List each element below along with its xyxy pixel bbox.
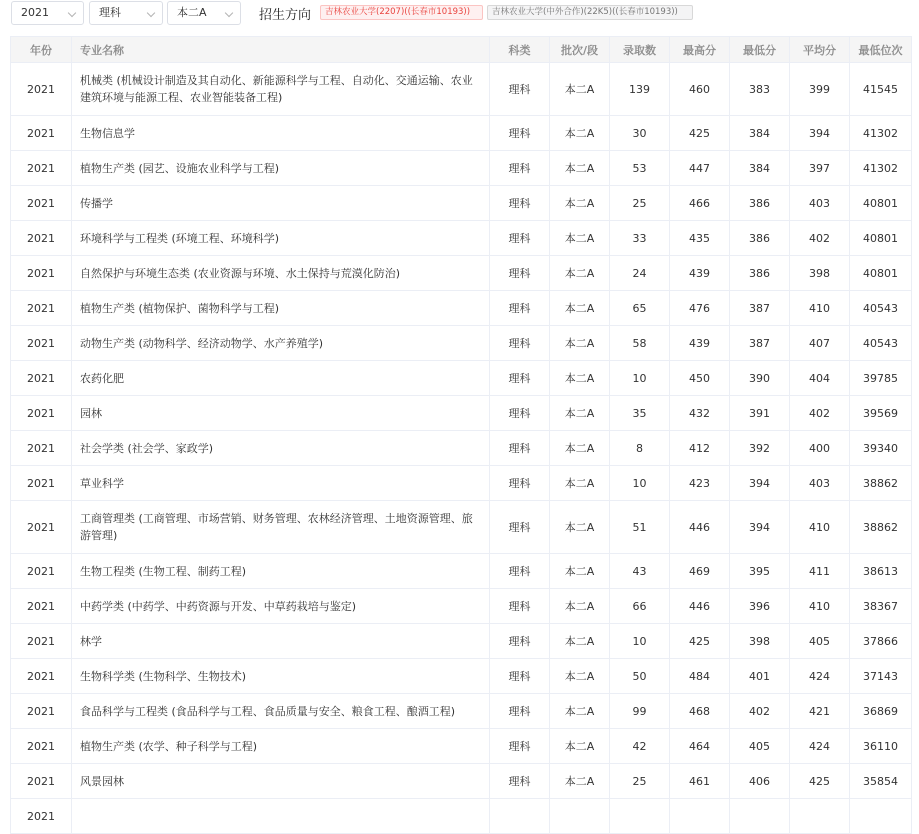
- table-row: [11, 729, 912, 764]
- cell-max-score: 466: [670, 186, 730, 221]
- cell-avg-score: 403: [790, 466, 850, 501]
- filter-bar: [0, 0, 919, 36]
- cell-major: 自然保护与环境生态类 (农业资源与环境、水土保持与荒漠化防治): [72, 256, 490, 291]
- cell-avg-score: 424: [790, 659, 850, 694]
- cell-admitted: 10: [610, 466, 670, 501]
- cell-year: 2021: [11, 764, 72, 799]
- subject-select-value: 理科: [99, 6, 121, 19]
- cell-admitted: 10: [610, 361, 670, 396]
- cell-major: 食品科学与工程类 (食品科学与工程、食品质量与安全、粮食工程、酿酒工程): [72, 694, 490, 729]
- cell-subject: 理科: [490, 694, 550, 729]
- cell-admitted: 42: [610, 729, 670, 764]
- table-header-row: [11, 37, 912, 63]
- cell-batch: 本二A: [550, 396, 610, 431]
- cell-batch: 本二A: [550, 729, 610, 764]
- cell-max-score: 447: [670, 151, 730, 186]
- cell-min-score: 391: [730, 396, 790, 431]
- table-row: [11, 186, 912, 221]
- admission-table: [10, 36, 912, 834]
- header-min-score: 最低分: [730, 37, 790, 63]
- direction-tag-joint[interactable]: 吉林农业大学(中外合作)(22K5)((长春市10193)): [487, 5, 693, 20]
- cell-year: 2021: [11, 396, 72, 431]
- cell-batch: [550, 799, 610, 834]
- cell-admitted: 25: [610, 186, 670, 221]
- cell-min-score: 402: [730, 694, 790, 729]
- cell-min-score: 398: [730, 624, 790, 659]
- cell-avg-score: 403: [790, 186, 850, 221]
- cell-max-score: 412: [670, 431, 730, 466]
- cell-batch: 本二A: [550, 589, 610, 624]
- cell-min-rank: 38367: [850, 589, 912, 624]
- cell-min-rank: 37866: [850, 624, 912, 659]
- table-body: [11, 63, 912, 834]
- cell-max-score: 469: [670, 554, 730, 589]
- cell-subject: 理科: [490, 186, 550, 221]
- cell-admitted: 53: [610, 151, 670, 186]
- cell-avg-score: 424: [790, 729, 850, 764]
- cell-admitted: 66: [610, 589, 670, 624]
- cell-admitted: 65: [610, 291, 670, 326]
- cell-subject: 理科: [490, 291, 550, 326]
- cell-admitted: 35: [610, 396, 670, 431]
- cell-min-rank: 36869: [850, 694, 912, 729]
- cell-year: 2021: [11, 729, 72, 764]
- cell-min-rank: 36110: [850, 729, 912, 764]
- cell-year: 2021: [11, 63, 72, 116]
- table-row: [11, 396, 912, 431]
- cell-avg-score: 410: [790, 291, 850, 326]
- cell-min-score: 386: [730, 186, 790, 221]
- cell-year: 2021: [11, 554, 72, 589]
- table-row: [11, 659, 912, 694]
- cell-avg-score: [790, 799, 850, 834]
- cell-min-score: 384: [730, 116, 790, 151]
- cell-subject: 理科: [490, 501, 550, 554]
- cell-min-rank: 37143: [850, 659, 912, 694]
- header-max-score: 最高分: [670, 37, 730, 63]
- cell-max-score: 439: [670, 326, 730, 361]
- cell-max-score: 432: [670, 396, 730, 431]
- cell-major: 社会学类 (社会学、家政学): [72, 431, 490, 466]
- cell-year: 2021: [11, 221, 72, 256]
- table-row: [11, 554, 912, 589]
- cell-major: 农药化肥: [72, 361, 490, 396]
- cell-max-score: 464: [670, 729, 730, 764]
- table-row: [11, 291, 912, 326]
- cell-major: 园林: [72, 396, 490, 431]
- cell-major: 植物生产类 (农学、种子科学与工程): [72, 729, 490, 764]
- table-row: [11, 799, 912, 834]
- cell-major: 生物信息学: [72, 116, 490, 151]
- cell-min-score: 394: [730, 501, 790, 554]
- cell-subject: 理科: [490, 729, 550, 764]
- cell-year: 2021: [11, 291, 72, 326]
- cell-min-rank: 39785: [850, 361, 912, 396]
- cell-year: 2021: [11, 326, 72, 361]
- cell-admitted: 50: [610, 659, 670, 694]
- cell-min-rank: 40801: [850, 186, 912, 221]
- cell-major: 草业科学: [72, 466, 490, 501]
- cell-min-score: 394: [730, 466, 790, 501]
- cell-batch: 本二A: [550, 186, 610, 221]
- cell-max-score: 425: [670, 624, 730, 659]
- cell-batch: 本二A: [550, 326, 610, 361]
- cell-year: 2021: [11, 501, 72, 554]
- cell-batch: 本二A: [550, 659, 610, 694]
- cell-major: 动物生产类 (动物科学、经济动物学、水产养殖学): [72, 326, 490, 361]
- cell-year: 2021: [11, 431, 72, 466]
- cell-max-score: [670, 799, 730, 834]
- cell-avg-score: 425: [790, 764, 850, 799]
- cell-max-score: 460: [670, 63, 730, 116]
- subject-select[interactable]: [89, 1, 163, 25]
- cell-min-rank: 38862: [850, 466, 912, 501]
- table-row: [11, 361, 912, 396]
- cell-min-rank: 38862: [850, 501, 912, 554]
- cell-year: 2021: [11, 151, 72, 186]
- cell-major: 植物生产类 (园艺、设施农业科学与工程): [72, 151, 490, 186]
- cell-min-rank: 39569: [850, 396, 912, 431]
- direction-label: 招生方向: [259, 8, 312, 23]
- cell-subject: 理科: [490, 431, 550, 466]
- cell-min-score: 387: [730, 291, 790, 326]
- cell-min-rank: 40801: [850, 221, 912, 256]
- cell-major: 传播学: [72, 186, 490, 221]
- cell-subject: 理科: [490, 589, 550, 624]
- cell-batch: 本二A: [550, 624, 610, 659]
- cell-subject: 理科: [490, 764, 550, 799]
- cell-min-score: 387: [730, 326, 790, 361]
- table-row: [11, 326, 912, 361]
- cell-min-score: 392: [730, 431, 790, 466]
- cell-admitted: 24: [610, 256, 670, 291]
- cell-subject: [490, 799, 550, 834]
- cell-admitted: 8: [610, 431, 670, 466]
- cell-year: 2021: [11, 256, 72, 291]
- cell-subject: 理科: [490, 256, 550, 291]
- cell-min-score: 383: [730, 63, 790, 116]
- cell-avg-score: 407: [790, 326, 850, 361]
- year-select-value: 2021: [21, 6, 49, 19]
- cell-major: 生物科学类 (生物科学、生物技术): [72, 659, 490, 694]
- cell-batch: 本二A: [550, 151, 610, 186]
- cell-max-score: 468: [670, 694, 730, 729]
- cell-admitted: [610, 799, 670, 834]
- cell-min-rank: [850, 799, 912, 834]
- cell-batch: 本二A: [550, 63, 610, 116]
- cell-subject: 理科: [490, 221, 550, 256]
- cell-avg-score: 421: [790, 694, 850, 729]
- cell-major: [72, 799, 490, 834]
- cell-subject: 理科: [490, 151, 550, 186]
- cell-subject: 理科: [490, 361, 550, 396]
- cell-admitted: 99: [610, 694, 670, 729]
- table-row: [11, 501, 912, 554]
- cell-max-score: 446: [670, 589, 730, 624]
- header-admitted: 录取数: [610, 37, 670, 63]
- header-year: 年份: [11, 37, 72, 63]
- cell-min-rank: 40543: [850, 326, 912, 361]
- cell-year: 2021: [11, 186, 72, 221]
- cell-batch: 本二A: [550, 466, 610, 501]
- cell-min-score: 395: [730, 554, 790, 589]
- cell-year: 2021: [11, 659, 72, 694]
- cell-min-rank: 39340: [850, 431, 912, 466]
- table-row: [11, 63, 912, 116]
- batch-select[interactable]: [167, 1, 241, 25]
- cell-year: 2021: [11, 624, 72, 659]
- cell-max-score: 425: [670, 116, 730, 151]
- cell-batch: 本二A: [550, 291, 610, 326]
- table-row: [11, 256, 912, 291]
- header-batch: 批次/段: [550, 37, 610, 63]
- cell-max-score: 450: [670, 361, 730, 396]
- table-row: [11, 589, 912, 624]
- cell-year: 2021: [11, 466, 72, 501]
- table-row: [11, 221, 912, 256]
- cell-avg-score: 397: [790, 151, 850, 186]
- cell-admitted: 139: [610, 63, 670, 116]
- cell-major: 工商管理类 (工商管理、市场营销、财务管理、农林经济管理、土地资源管理、旅游管理): [72, 501, 490, 554]
- chevron-down-icon: [68, 9, 76, 17]
- cell-max-score: 484: [670, 659, 730, 694]
- table-row: [11, 466, 912, 501]
- cell-avg-score: 402: [790, 396, 850, 431]
- cell-batch: 本二A: [550, 361, 610, 396]
- header-min-rank: 最低位次: [850, 37, 912, 63]
- cell-subject: 理科: [490, 624, 550, 659]
- cell-batch: 本二A: [550, 501, 610, 554]
- cell-max-score: 461: [670, 764, 730, 799]
- cell-major: 中药学类 (中药学、中药资源与开发、中草药栽培与鉴定): [72, 589, 490, 624]
- cell-avg-score: 402: [790, 221, 850, 256]
- chevron-down-icon: [147, 9, 155, 17]
- cell-subject: 理科: [490, 466, 550, 501]
- cell-admitted: 30: [610, 116, 670, 151]
- table-row: [11, 431, 912, 466]
- cell-min-score: 386: [730, 221, 790, 256]
- cell-admitted: 10: [610, 624, 670, 659]
- cell-avg-score: 398: [790, 256, 850, 291]
- table-row: [11, 151, 912, 186]
- cell-min-score: 401: [730, 659, 790, 694]
- cell-avg-score: 400: [790, 431, 850, 466]
- cell-max-score: 435: [670, 221, 730, 256]
- direction-tag-main[interactable]: 吉林农业大学(2207)((长春市10193)): [320, 5, 483, 20]
- header-major: 专业名称: [72, 37, 490, 63]
- cell-admitted: 25: [610, 764, 670, 799]
- cell-avg-score: 411: [790, 554, 850, 589]
- cell-min-rank: 41302: [850, 151, 912, 186]
- table-row: [11, 694, 912, 729]
- cell-subject: 理科: [490, 326, 550, 361]
- cell-year: 2021: [11, 589, 72, 624]
- cell-admitted: 58: [610, 326, 670, 361]
- cell-min-score: 405: [730, 729, 790, 764]
- cell-year: 2021: [11, 799, 72, 834]
- cell-admitted: 33: [610, 221, 670, 256]
- cell-admitted: 43: [610, 554, 670, 589]
- cell-batch: 本二A: [550, 116, 610, 151]
- cell-max-score: 476: [670, 291, 730, 326]
- cell-avg-score: 410: [790, 501, 850, 554]
- cell-min-rank: 40801: [850, 256, 912, 291]
- cell-batch: 本二A: [550, 694, 610, 729]
- cell-major: 机械类 (机械设计制造及其自动化、新能源科学与工程、自动化、交通运输、农业建筑环境与能源工程、农业智能装备工程): [72, 63, 490, 116]
- cell-subject: 理科: [490, 396, 550, 431]
- cell-major: 风景园林: [72, 764, 490, 799]
- cell-min-score: 396: [730, 589, 790, 624]
- table-row: [11, 624, 912, 659]
- cell-min-score: 390: [730, 361, 790, 396]
- cell-min-rank: 41302: [850, 116, 912, 151]
- batch-select-value: 本二A: [177, 6, 207, 19]
- cell-major: 生物工程类 (生物工程、制药工程): [72, 554, 490, 589]
- header-subject: 科类: [490, 37, 550, 63]
- cell-min-score: 386: [730, 256, 790, 291]
- cell-min-rank: 41545: [850, 63, 912, 116]
- cell-avg-score: 404: [790, 361, 850, 396]
- cell-subject: 理科: [490, 63, 550, 116]
- year-select[interactable]: [11, 1, 84, 25]
- cell-min-score: 406: [730, 764, 790, 799]
- cell-admitted: 51: [610, 501, 670, 554]
- cell-batch: 本二A: [550, 431, 610, 466]
- cell-major: 环境科学与工程类 (环境工程、环境科学): [72, 221, 490, 256]
- cell-year: 2021: [11, 116, 72, 151]
- cell-max-score: 439: [670, 256, 730, 291]
- cell-max-score: 423: [670, 466, 730, 501]
- cell-batch: 本二A: [550, 554, 610, 589]
- cell-major: 植物生产类 (植物保护、菌物科学与工程): [72, 291, 490, 326]
- cell-major: 林学: [72, 624, 490, 659]
- cell-min-rank: 38613: [850, 554, 912, 589]
- cell-batch: 本二A: [550, 764, 610, 799]
- cell-min-rank: 40543: [850, 291, 912, 326]
- cell-min-score: [730, 799, 790, 834]
- cell-min-score: 384: [730, 151, 790, 186]
- cell-avg-score: 399: [790, 63, 850, 116]
- cell-avg-score: 394: [790, 116, 850, 151]
- cell-subject: 理科: [490, 659, 550, 694]
- header-avg-score: 平均分: [790, 37, 850, 63]
- cell-subject: 理科: [490, 116, 550, 151]
- cell-batch: 本二A: [550, 256, 610, 291]
- cell-year: 2021: [11, 361, 72, 396]
- cell-subject: 理科: [490, 554, 550, 589]
- cell-avg-score: 405: [790, 624, 850, 659]
- chevron-down-icon: [225, 9, 233, 17]
- cell-min-rank: 35854: [850, 764, 912, 799]
- cell-year: 2021: [11, 694, 72, 729]
- table-row: [11, 764, 912, 799]
- cell-avg-score: 410: [790, 589, 850, 624]
- cell-max-score: 446: [670, 501, 730, 554]
- cell-batch: 本二A: [550, 221, 610, 256]
- table-row: [11, 116, 912, 151]
